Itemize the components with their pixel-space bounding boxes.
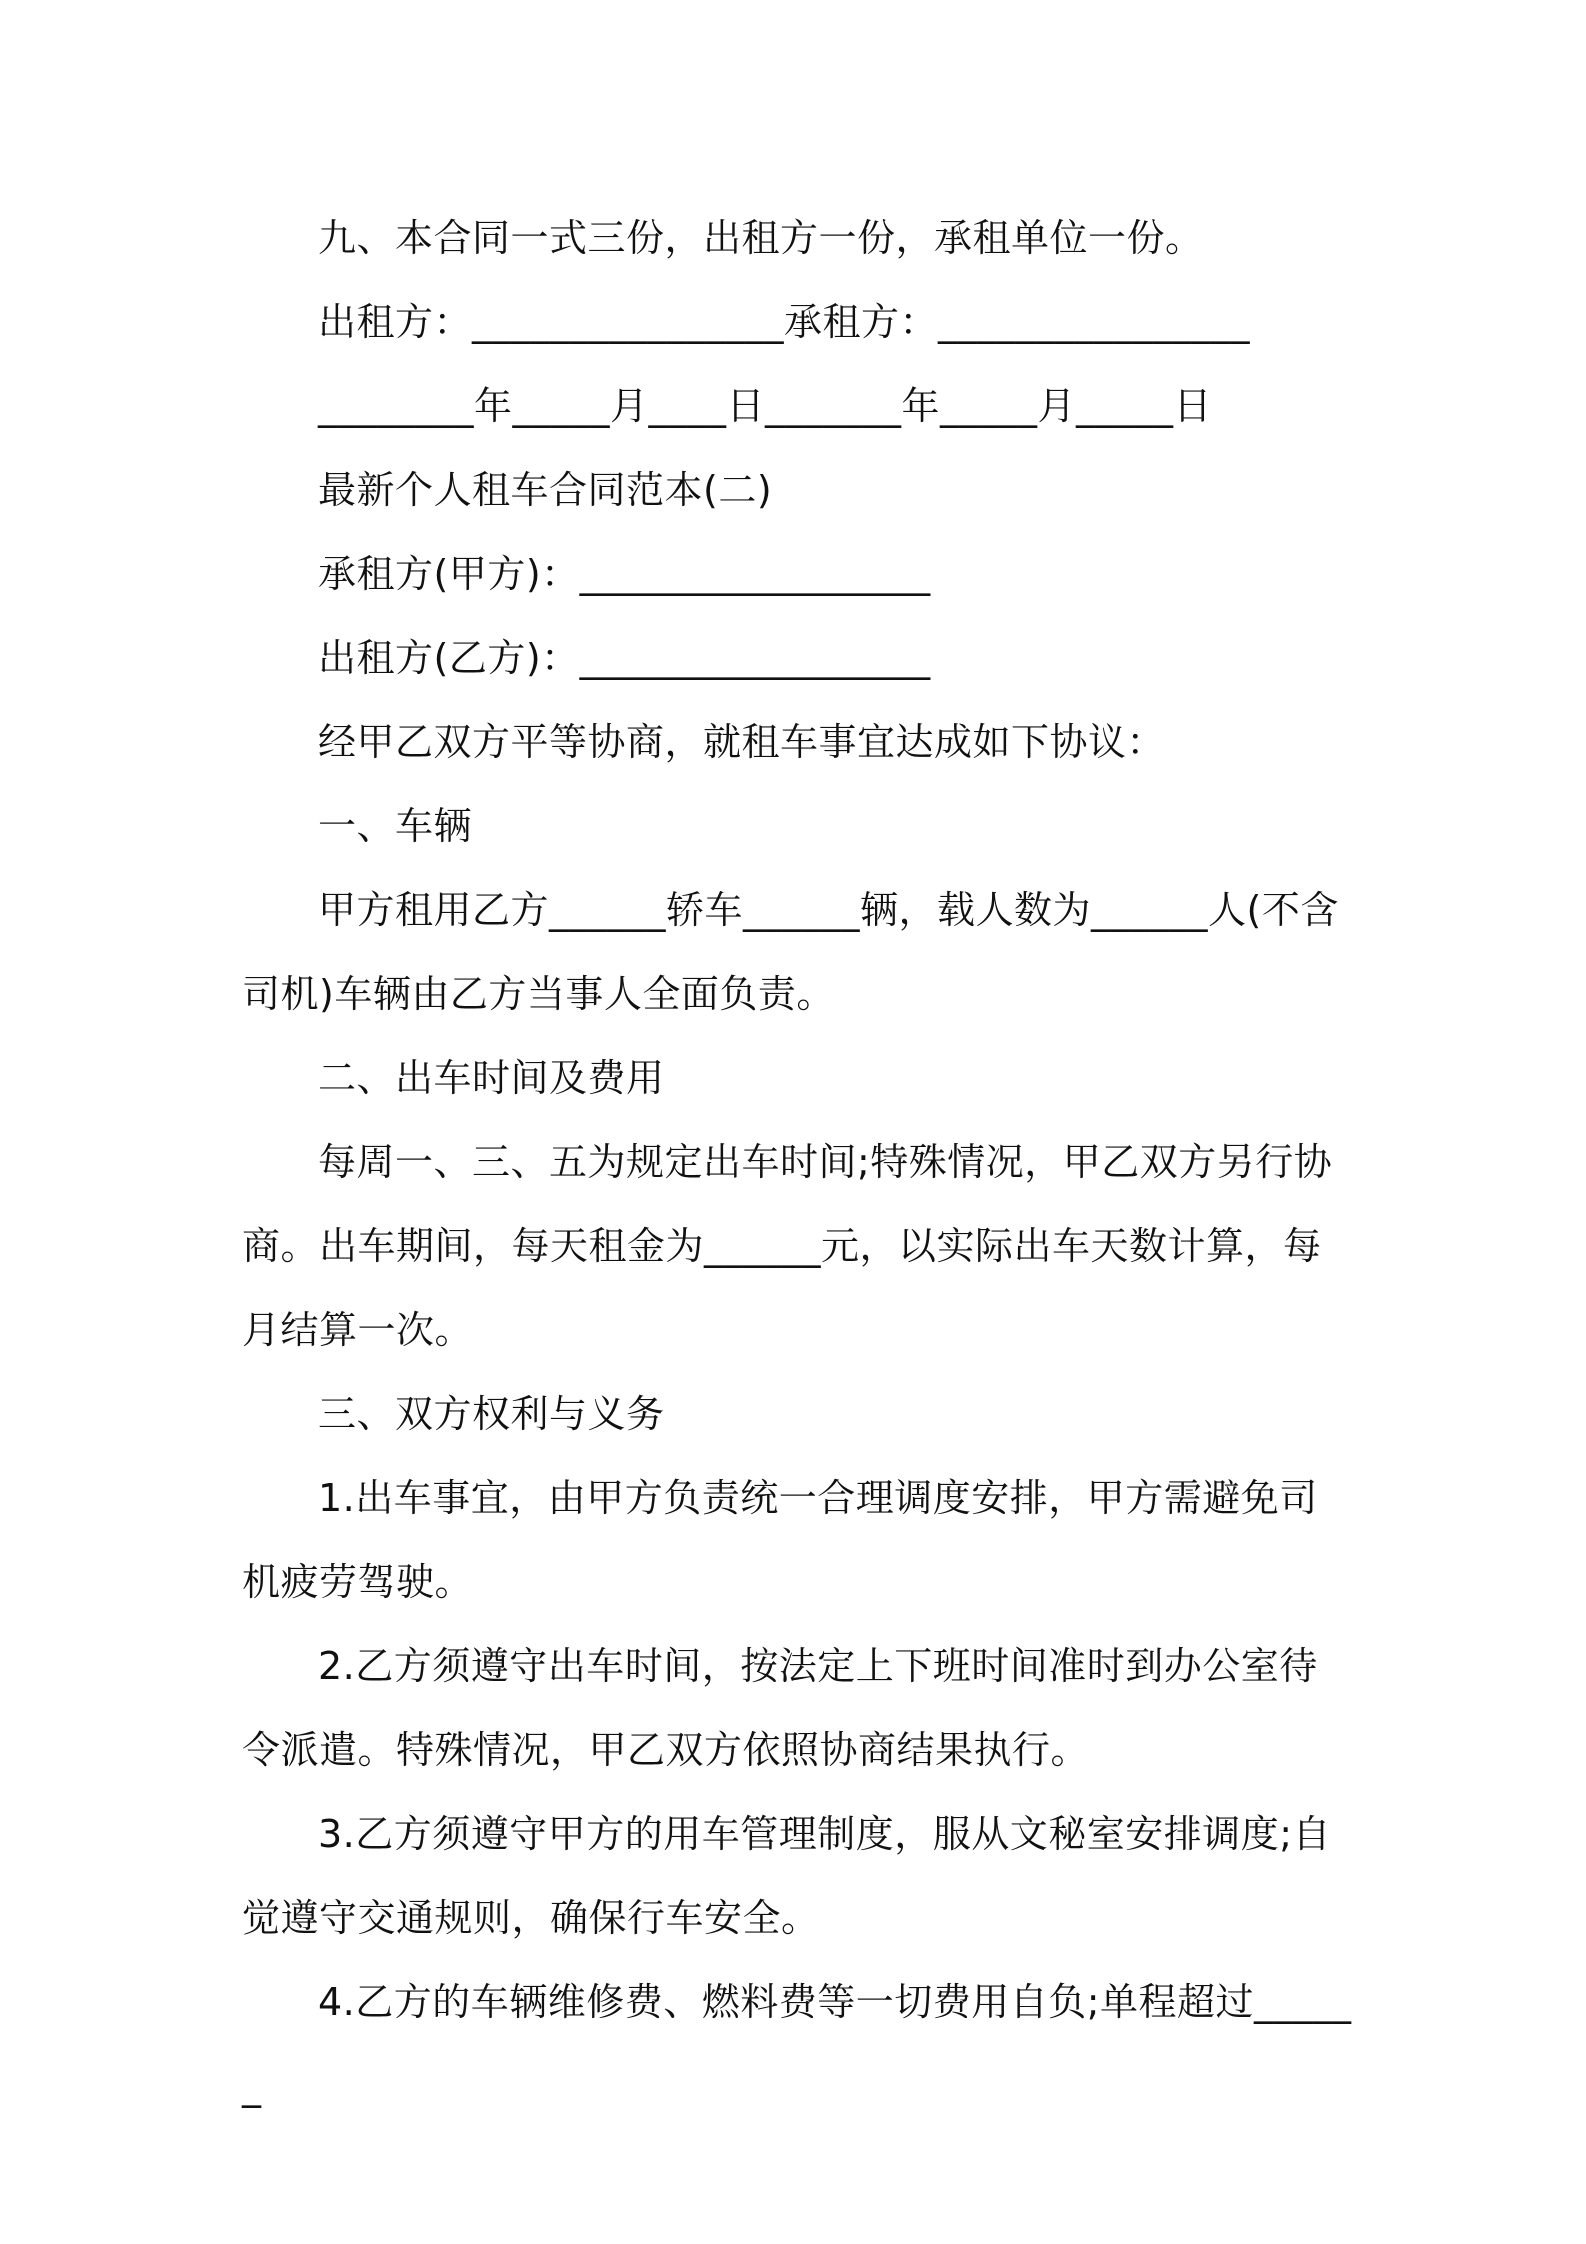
lessee-field: 承租方(甲方)：__________________ (318, 552, 931, 596)
list-item: 1.出车事宜，由甲方负责统一合理调度安排，甲方需避免司机疲劳驾驶。 (242, 1476, 1318, 1604)
signature-date-line: ________年_____月____日_______年_____月_____日 (318, 384, 1213, 428)
agreement-intro: 经甲乙双方平等协商，就租车事宜达成如下协议： (318, 720, 1166, 764)
heading-vehicle: 一、车辆 (318, 804, 473, 848)
list-item: 2.乙方须遵守出车时间，按法定上下班时间准时到办公室待令派遣。特殊情况，甲乙双方依照协商结果执行。 (242, 1644, 1318, 1772)
paragraph-time-fees: 每周一、三、五为规定出车时间;特殊情况，甲乙双方另行协商。出车期间，每天租金为______元，以实际出车天数计算，每月结算一次。 (242, 1140, 1333, 1352)
list-item: 3.乙方须遵守甲方的用车管理制度，服从文秘室安排调度;自觉遵守交通规则，确保行车安全。 (242, 1812, 1332, 1940)
lessor-field: 出租方(乙方)：__________________ (318, 636, 931, 680)
clause-nine: 九、本合同一式三份，出租方一份，承租单位一份。 (318, 216, 1204, 260)
section-title: 最新个人租车合同范本(二) (318, 468, 773, 512)
document-body (242, 196, 1354, 2128)
list-item: 4.乙方的车辆维修费、燃料费等一切费用自负;单程超过______ (242, 1980, 1352, 2108)
heading-time-fees: 二、出车时间及费用 (318, 1056, 665, 1100)
heading-rights-duties: 三、双方权利与义务 (318, 1392, 665, 1436)
paragraph-vehicle: 甲方租用乙方______轿车______辆，载人数为______人(不含司机)车辆由乙方当事人全面负责。 (242, 888, 1339, 1016)
signature-parties-line: 出租方：________________承租方：________________ (318, 300, 1251, 344)
